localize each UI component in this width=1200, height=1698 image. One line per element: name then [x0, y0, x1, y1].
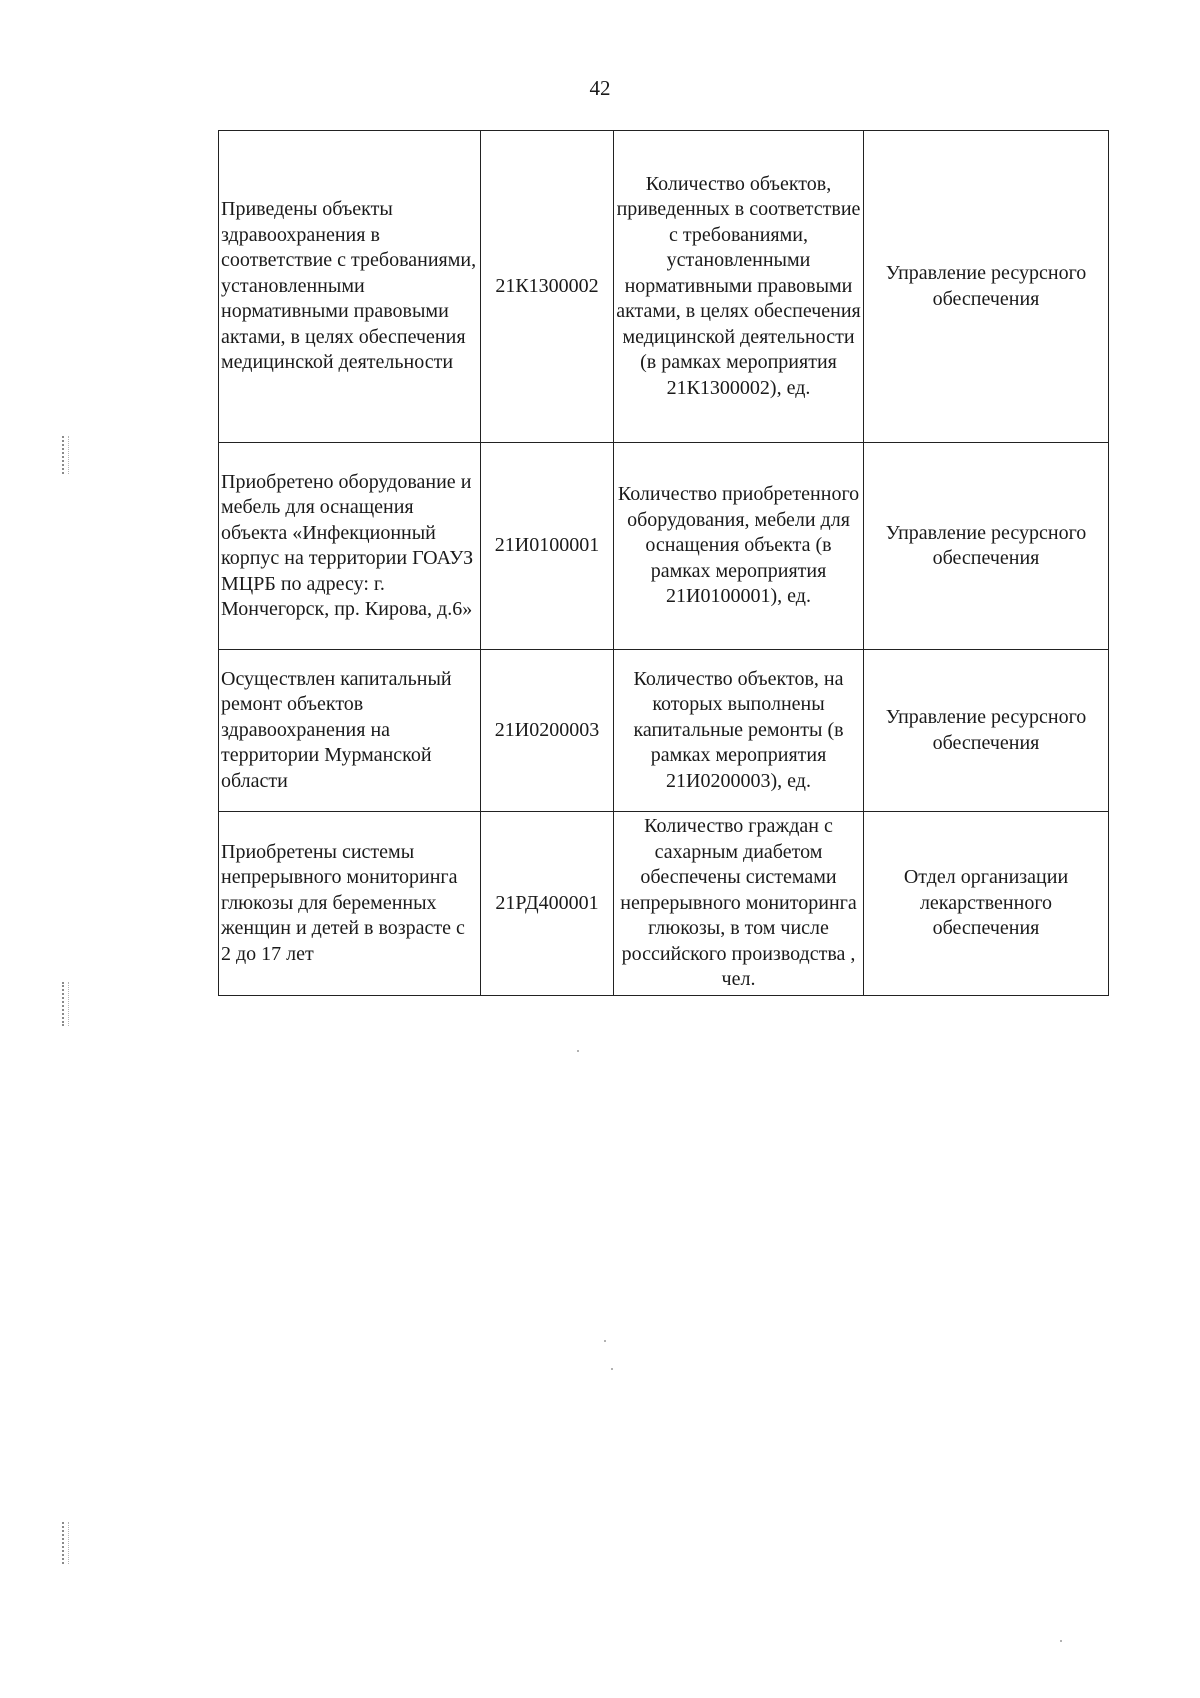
scan-speck: [577, 1050, 579, 1052]
scan-speck: [611, 1368, 613, 1370]
table-row: [219, 131, 1109, 443]
result-cell: Осуществлен капитальный ремонт объектов здравоохранения на территории Мурманской области: [219, 650, 481, 812]
department-cell: Управление ресурсного обеспечения: [864, 650, 1109, 812]
indicator-cell: Количество граждан с сахарным диабетом обеспечены системами непрерывного мониторинга глюкозы, в том числе российского производства , чел.: [614, 812, 864, 996]
code-cell: 21И0100001: [481, 443, 614, 650]
department-cell: Управление ресурсного обеспечения: [864, 443, 1109, 650]
department-cell: Управление ресурсного обеспечения: [864, 131, 1109, 443]
result-cell: Приобретено оборудование и мебель для оснащения объекта «Инфекционный корпус на территории ГОАУЗ МЦРБ по адресу: г. Мончегорск, пр. Кирова, д.6»: [219, 443, 481, 650]
page-number: 42: [589, 76, 611, 100]
result-cell: Приведены объекты здравоохранения в соответствие с требованиями, установленными нормативными правовыми актами, в целях обеспечения медицинской деятельности: [219, 131, 481, 443]
table-row: [219, 650, 1109, 812]
table-row: [219, 443, 1109, 650]
table-row: [219, 812, 1109, 996]
indicator-cell: Количество объектов, на которых выполнены капитальные ремонты (в рамках мероприятия 21И0200003), ед.: [614, 650, 864, 812]
result-cell: Приобретены системы непрерывного мониторинга глюкозы для беременных женщин и детей в возрасте с 2 до 17 лет: [219, 812, 481, 996]
scan-speck: [1060, 1640, 1062, 1642]
code-cell: 21РД400001: [481, 812, 614, 996]
indicator-cell: Количество объектов, приведенных в соответствие с требованиями, установленными нормативными правовыми актами, в целях обеспечения медицинской деятельности (в рамках мероприятия 21К1300002), ед.: [614, 131, 864, 443]
scan-mark: [62, 436, 69, 474]
results-table: [218, 130, 1109, 996]
indicator-cell: Количество приобретенного оборудования, мебели для оснащения объекта (в рамках мероприятия 21И0100001), ед.: [614, 443, 864, 650]
scan-mark: [62, 1522, 69, 1564]
code-cell: 21И0200003: [481, 650, 614, 812]
scan-mark: [62, 982, 69, 1026]
department-cell: Отдел организации лекарственного обеспечения: [864, 812, 1109, 996]
scan-speck: [604, 1340, 606, 1342]
code-cell: 21К1300002: [481, 131, 614, 443]
